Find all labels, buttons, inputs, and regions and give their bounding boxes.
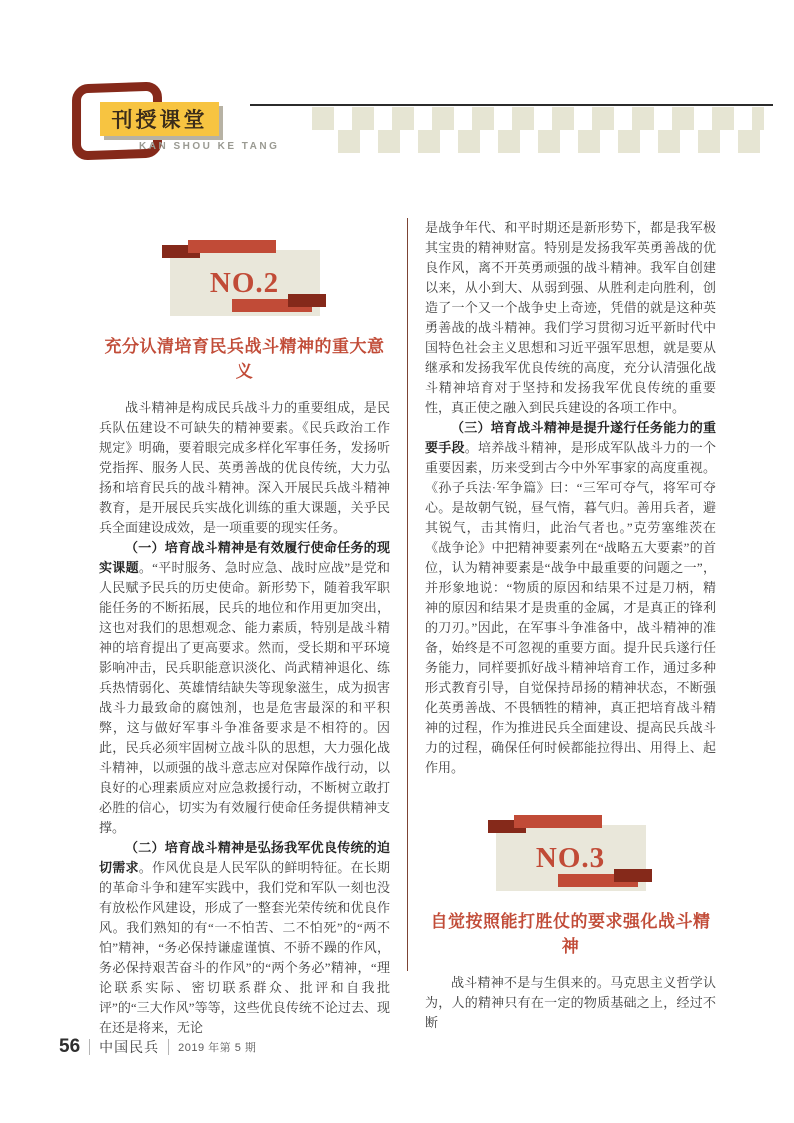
header-rule [250,104,773,106]
paragraph-text: 。“平时服务、急时应急、战时应战”是党和人民赋予民兵的历史使命。新形势下，随着我军职能任务的不断拓展，民兵的地位和作用更加突出，这也对我们的思想观念、能力素质，特别是战斗精神的培育提出了更高要求。然而，受长期和平环境影响冲击，民兵职能意识淡化、尚武精神退化、练兵热情弱化、英雄情结缺失等现象滋生，成为损害战斗力最致命的腐蚀剂，也是危害最深的和平积弊，这与做好军事斗争准备要求是不相符的。因此，民兵必须牢固树立战斗队的思想，大力强化战斗精神，以顽强的战斗意志应对保障作战行动，以良好的心理素质应对应急救援行动，不断树立敢打必胜的信心，切实为有效履行使命任务提供精神支撑。 [99,560,390,835]
badge-accent-bar [614,869,652,882]
page-footer [59,1036,256,1058]
paragraph: 战斗精神是构成民兵战斗力的重要组成，是民兵队伍建设不可缺失的精神要素。《民兵政治工作规定》明确，要着眼完成多样化军事任务，发扬听党指挥、服务人民、英勇善战的优良传统，大力弘扬和培育民兵的战斗精神。深入开展民兵战斗精神教育，是开展民兵实战化训练的重大课题，关乎民兵全面建设成效，是一项重要的现实任务。 [99,400,390,535]
right-column-text-bottom [425,973,716,1033]
paragraph [425,418,716,778]
paragraph-text: 。培养战斗精神，是形成军队战斗力的一个重要因素，历来受到古今中外军事家的高度重视。《孙子兵法·军争篇》曰：“三军可夺气，将军可夺心。是故朝气锐，昼气惰，暮气归。善用兵者，避其锐气，击其惰归，此治气者也。”克劳塞维茨在《战争论》中把精神要素列在“战略五大要素”的首位，认为精神要素是“战争中最重要的问题之一”，并形象地说：“物质的原因和结果不过是刀柄，精神的原因和结果才是贵重的金属，才是真正的锋利的刀刃。”因此，在军事斗争准备中，战斗精神的准备，始终是不可忽视的重要方面。提升民兵遂行任务能力，同样要抓好战斗精神培育工作，通过多种形式教育引导，自觉保持昂扬的精神状态，不断强化英勇善战、不畏牺牲的精神，真正把培育战斗精神的过程，作为推进民兵全面建设、提高民兵战斗力的过程，确保任何时候都能拉得出、用得上、起作用。 [425,440,716,775]
section-number: NO.3 [535,841,606,874]
left-column [99,218,390,1038]
column-gap [390,218,425,1038]
badge-accent-bar [288,294,326,307]
paragraph [99,538,390,838]
paragraph: 战斗精神不是与生俱来的。马克思主义哲学认为，人的精神只有在一定的物质基础之上，经过不断 [425,975,716,1030]
article-body [99,218,716,1038]
paragraph [99,838,390,1038]
column-divider [407,218,408,971]
section-heading-no3: 自觉按照能打胜仗的要求强化战斗精神 [430,912,711,956]
column-brand-title: 刊授课堂 [100,102,219,136]
issue-label: 2019 年第 5 期 [178,1042,257,1054]
column-brand-pinyin: KAN SHOU KE TANG [139,141,280,152]
section-badge-no2 [170,250,320,316]
right-column-text [425,218,716,778]
paragraph-text: 。作风优良是人民军队的鲜明特征。在长期的革命斗争和建军实践中，我们党和军队一刻也没有放松作风建设，形成了一整套光荣传统和优良作风。我们熟知的有“一不怕苦、二不怕死”的“两不怕”精神，“务必保持谦虚谨慎、不骄不躁的作风，务必保持艰苦奋斗的作风”的“两个务必”精神，“理论联系实际、密切联系群众、批评和自我批评”的“三大作风”等等，这些优良传统不论过去、现在还是将来，无论 [99,860,390,1035]
footer-divider [89,1039,90,1055]
checker-pattern-decoration [312,107,764,130]
page-number: 56 [59,1036,81,1057]
checker-pattern-decoration [338,130,768,153]
section-heading-no2: 充分认清培育民兵战斗精神的重大意义 [104,337,385,381]
section-badge-no3 [496,825,646,891]
paragraph-lead: （二）培育战斗精神是弘扬我军优良传统的迫切需求 [99,840,390,875]
paragraph-lead: （一）培育战斗精神是有效履行使命任务的现实课题 [99,540,390,575]
right-column [425,218,716,1038]
badge-accent-bar [188,240,276,253]
section-number: NO.2 [209,266,280,299]
left-column-text [99,398,390,1038]
footer-divider [168,1039,169,1055]
magazine-name: 中国民兵 [99,1039,160,1055]
paragraph-lead: （三）培育战斗精神是提升遂行任务能力的重要手段 [425,420,716,455]
paragraph: 是战争年代、和平时期还是新形势下，都是我军极其宝贵的精神财富。特别是发扬我军英勇善战的优良作风，离不开英勇顽强的战斗精神。我军自创建以来，从小到大、从弱到强、从胜利走向胜利，创造了一个又一个战争史上奇迹，凭借的就是这种英勇善战的战斗精神。我们学习贯彻习近平新时代中国特色社会主义思想和习近平强军思想，就是要从继承和发扬我军优良传统的高度，充分认清强化战斗精神培育对于坚持和发扬我军优良传统的重要性，真正使之融入到民兵建设的各项工作中。 [425,220,716,415]
badge-accent-bar [514,815,602,828]
